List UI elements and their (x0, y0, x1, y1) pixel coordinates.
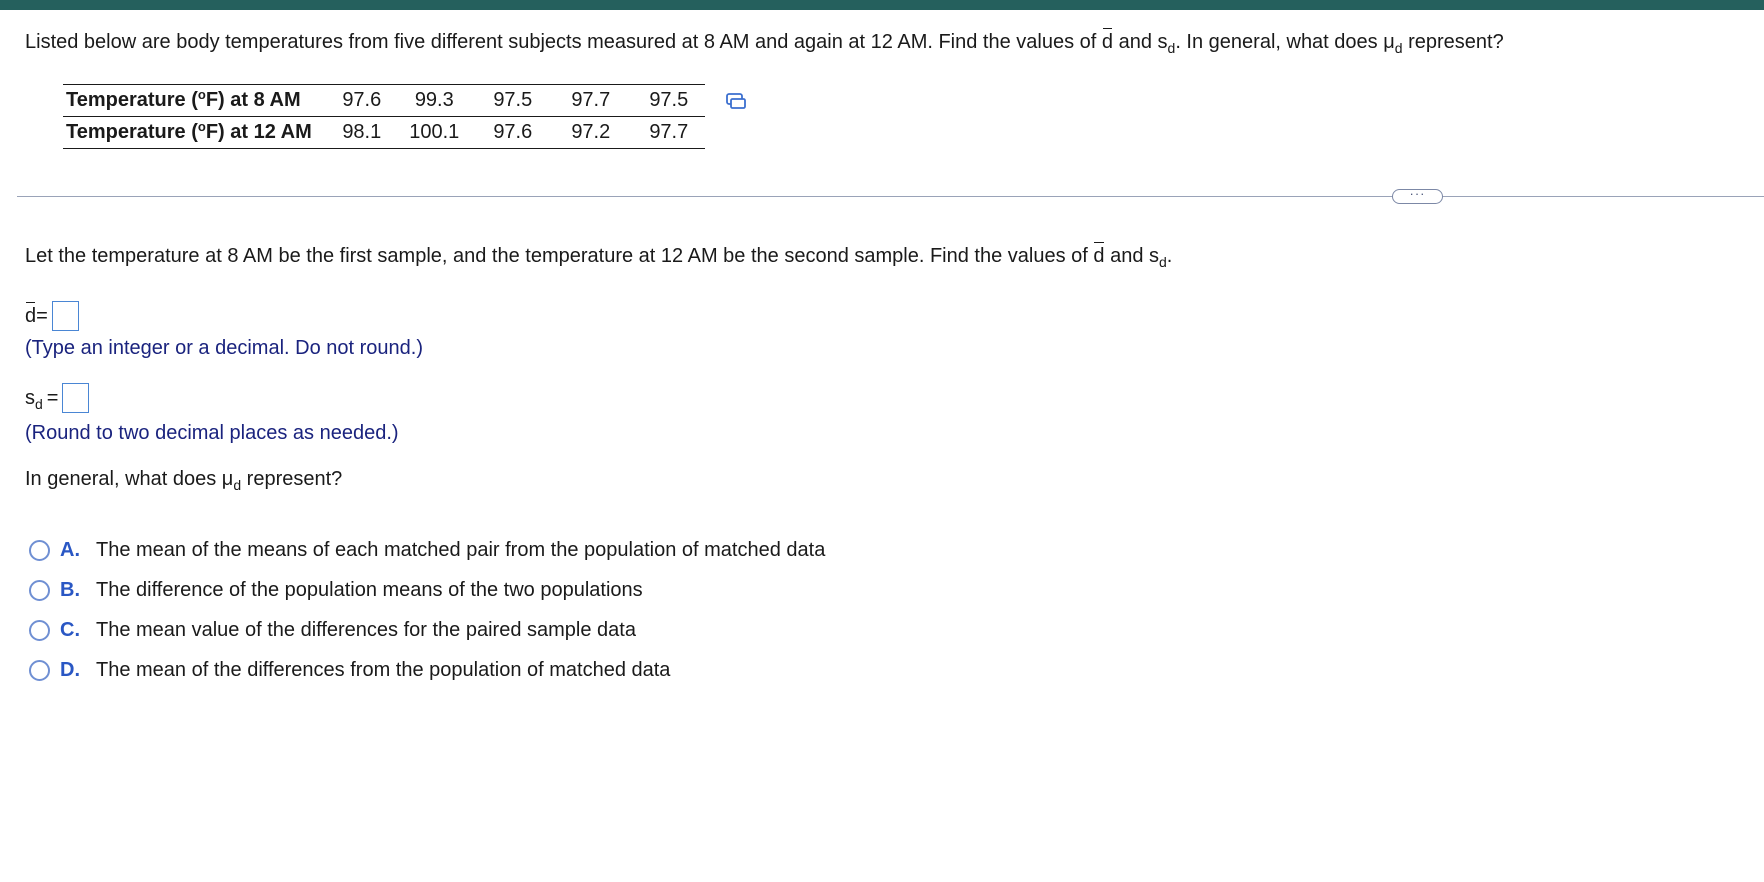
radio-button[interactable] (29, 580, 50, 601)
table-cell: 97.5 (477, 85, 549, 117)
question-mu-d: In general, what does $\mu_d$ represent? (25, 468, 343, 493)
s-symbol: s (1149, 245, 1159, 267)
choice-a[interactable]: A. The mean of the means of each matched pair from the population of matched data (29, 539, 825, 562)
table-cell: 97.7 (633, 117, 705, 149)
table-cell: 97.5 (633, 85, 705, 117)
choice-text: The mean of the differences from the population of matched data (96, 659, 671, 681)
section-divider (17, 196, 1764, 197)
table-cell: 97.6 (332, 85, 392, 117)
radio-button[interactable] (29, 620, 50, 641)
choice-text: The mean value of the differences for the paired sample data (96, 619, 636, 641)
copy-table-icon[interactable] (726, 92, 746, 110)
sd-answer-row: $s_d$ = (25, 383, 89, 413)
question-text: Listed below are body temperatures from five different subjects measured at 8 AM and again at 12 AM. Find the values of d and $s_d$. In general, what does $\mu_d$ represent? (25, 31, 1504, 56)
choice-text: The mean of the means of each matched pair from the population of matched data (96, 539, 826, 561)
row-label-8am: Temperature ($^o$F) at 8 AM (63, 85, 332, 117)
choice-text: The difference of the population means of the two populations (96, 579, 643, 601)
table-cell: 97.2 (549, 117, 633, 149)
d-bar-symbol: d (1093, 245, 1105, 267)
choice-d[interactable]: D. The mean of the differences from the population of matched data (29, 659, 670, 682)
temperature-table (63, 84, 705, 149)
d-bar-hint: (Type an integer or a decimal. Do not round.) (25, 337, 423, 359)
d-bar-answer-row: d = (25, 301, 79, 331)
table-row (63, 117, 705, 149)
sd-label: $s_d$ (25, 386, 43, 412)
top-bar (0, 0, 1764, 10)
choice-b[interactable]: B. The difference of the population means of the two populations (29, 579, 643, 602)
radio-button[interactable] (29, 660, 50, 681)
d-bar-label: d (25, 304, 37, 327)
instruction-text: Let the temperature at 8 AM be the first sample, and the temperature at 12 AM be the second sample. Find the values of d and $s_d$. (25, 245, 1173, 270)
row-label-12am: Temperature ($^o$F) at 12 AM (63, 117, 332, 149)
s-symbol: s (1157, 31, 1168, 53)
table-cell: 100.1 (392, 117, 477, 149)
sd-hint: (Round to two decimal places as needed.) (25, 422, 399, 444)
sd-input[interactable] (62, 383, 89, 413)
choice-c[interactable]: C. The mean value of the differences for the paired sample data (29, 619, 636, 642)
table-cell: 97.6 (477, 117, 549, 149)
mu-symbol: μ (221, 468, 234, 490)
mu-symbol: μ (1383, 31, 1395, 53)
expand-more-button[interactable]: ··· (1392, 189, 1443, 204)
d-bar-input[interactable] (52, 301, 79, 331)
table-cell: 98.1 (332, 117, 392, 149)
radio-button[interactable] (29, 540, 50, 561)
table-cell: 99.3 (392, 85, 477, 117)
table-row (63, 85, 705, 117)
d-bar-symbol: d (1101, 31, 1114, 53)
table-cell: 97.7 (549, 85, 633, 117)
